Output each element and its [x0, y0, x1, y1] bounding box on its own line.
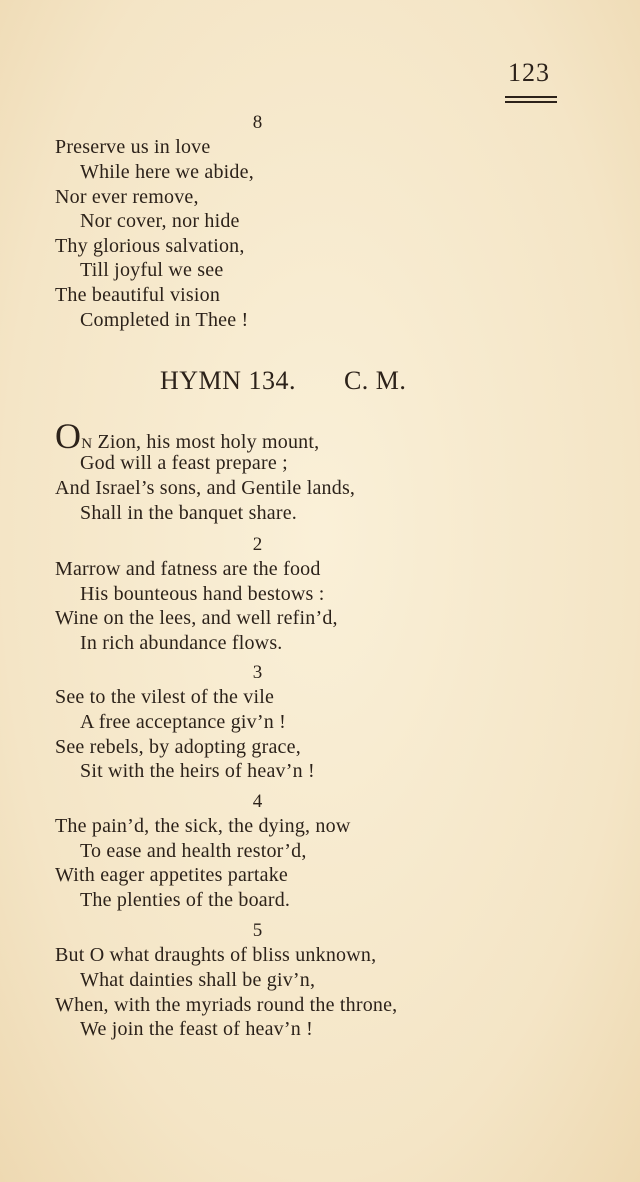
header-rule	[505, 96, 557, 98]
small-cap: N	[81, 436, 93, 452]
verse-line: What dainties shall be giv’n,	[80, 969, 316, 991]
verse-line: And Israel’s sons, and Gentile lands,	[55, 477, 356, 499]
verse-line: See to the vilest of the vile	[55, 686, 275, 708]
verse-number: 3	[252, 662, 263, 683]
verse-number: 8	[252, 112, 263, 133]
verse-line: His bounteous hand bestows :	[80, 583, 325, 605]
page-number: 123	[508, 58, 550, 87]
hymn-number: HYMN 134.	[160, 366, 296, 395]
verse-line: Thy glorious salvation,	[55, 235, 245, 257]
verse-line: See rebels, by adopting grace,	[55, 736, 301, 758]
verse-line: Wine on the lees, and well refin’d,	[55, 607, 338, 629]
verse-line: In rich abundance flows.	[80, 632, 283, 654]
verse-line: Till joyful we see	[80, 259, 224, 281]
verse-number: 2	[252, 534, 263, 555]
verse-line: Nor ever remove,	[55, 186, 199, 208]
verse-line: God will a feast prepare ;	[80, 452, 288, 474]
drop-cap: O	[55, 416, 82, 456]
verse-number: 5	[252, 920, 263, 941]
verse-line: A free acceptance giv’n !	[80, 711, 286, 733]
hymn-title	[160, 366, 406, 396]
verse-line: Shall in the banquet share.	[80, 502, 298, 524]
verse-line: While here we abide,	[80, 161, 254, 183]
verse-number: 4	[252, 791, 263, 812]
verse-line: Marrow and fatness are the food	[55, 558, 321, 580]
header-rule	[505, 101, 557, 103]
verse-line: Nor cover, nor hide	[80, 210, 240, 232]
verse-line: The plenties of the board.	[80, 889, 291, 911]
verse-line: The beautiful vision	[55, 284, 221, 306]
first-verse-line	[55, 418, 319, 454]
verse-line: The pain’d, the sick, the dying, now	[55, 815, 351, 837]
verse-line: With eager appetites partake	[55, 864, 289, 886]
verse-line: To ease and health restor’d,	[80, 840, 307, 862]
first-line-text: Zion, his most holy mount,	[92, 431, 320, 453]
verse-line: Sit with the heirs of heav’n !	[80, 760, 315, 782]
verse-line: Preserve us in love	[55, 136, 211, 158]
verse-line: But O what draughts of bliss unknown,	[55, 944, 377, 966]
hymn-meter: C. M.	[343, 366, 407, 395]
verse-line: When, with the myriads round the throne,	[55, 994, 398, 1016]
verse-line: Completed in Thee !	[80, 309, 249, 331]
verse-line: We join the feast of heav’n !	[80, 1018, 313, 1040]
